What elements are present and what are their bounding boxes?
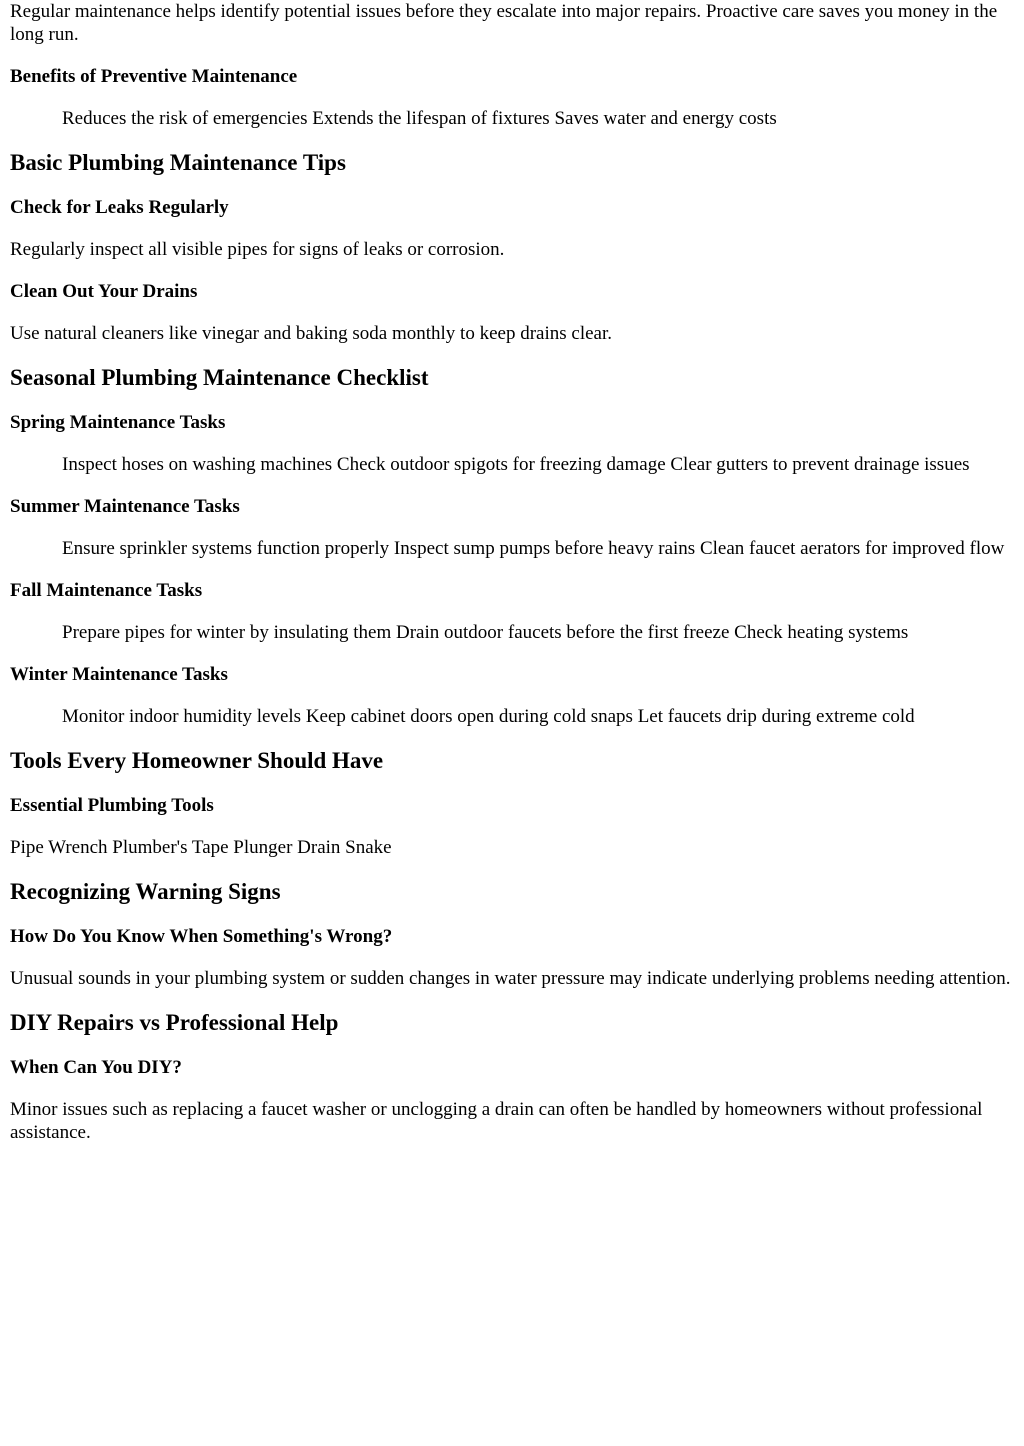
- essential-tools-paragraph: Pipe Wrench Plumber's Tape Plunger Drain Snake: [10, 837, 392, 858]
- winter-list: Monitor indoor humidity levels Keep cabinet doors open during cold snaps Let faucets drip during extreme cold: [62, 706, 915, 727]
- fall-heading: Fall Maintenance Tasks: [10, 580, 203, 601]
- when-diy-heading: When Can You DIY?: [10, 1057, 182, 1078]
- benefits-list: Reduces the risk of emergencies Extends the lifespan of fixtures Saves water and energy costs: [62, 108, 777, 129]
- leaks-heading: Check for Leaks Regularly: [10, 197, 229, 218]
- diy-heading: DIY Repairs vs Professional Help: [10, 1010, 339, 1035]
- spring-list: Inspect hoses on washing machines Check outdoor spigots for freezing damage Clear gutters to prevent drainage issues: [62, 454, 970, 475]
- warning-signs-heading: Recognizing Warning Signs: [10, 879, 281, 904]
- leaks-paragraph: Regularly inspect all visible pipes for signs of leaks or corrosion.: [10, 239, 505, 260]
- drains-paragraph: Use natural cleaners like vinegar and baking soda monthly to keep drains clear.: [10, 323, 612, 344]
- basic-tips-heading: Basic Plumbing Maintenance Tips: [10, 150, 346, 175]
- fall-list: Prepare pipes for winter by insulating them Drain outdoor faucets before the first freeze Check heating systems: [62, 622, 909, 643]
- tools-heading: Tools Every Homeowner Should Have: [10, 748, 384, 773]
- summer-heading: Summer Maintenance Tasks: [10, 496, 240, 517]
- winter-heading: Winter Maintenance Tasks: [10, 664, 228, 685]
- spring-heading: Spring Maintenance Tasks: [10, 412, 226, 433]
- when-diy-paragraph: Minor issues such as replacing a faucet washer or unclogging a drain can often be handled by homeowners without professional assistance.: [10, 1099, 983, 1143]
- benefits-heading: Benefits of Preventive Maintenance: [10, 66, 298, 87]
- summer-list: Ensure sprinkler systems function properly Inspect sump pumps before heavy rains Clean faucet aerators for improved flow: [62, 538, 1005, 559]
- intro-paragraph: Regular maintenance helps identify potential issues before they escalate into major repairs. Proactive care saves you money in the long run.: [10, 1, 998, 45]
- something-wrong-paragraph: Unusual sounds in your plumbing system or sudden changes in water pressure may indicate underlying problems needing attention.: [10, 968, 1011, 989]
- essential-tools-heading: Essential Plumbing Tools: [10, 795, 214, 816]
- seasonal-heading: Seasonal Plumbing Maintenance Checklist: [10, 365, 429, 390]
- drains-heading: Clean Out Your Drains: [10, 281, 198, 302]
- something-wrong-heading: How Do You Know When Something's Wrong?: [10, 926, 393, 947]
